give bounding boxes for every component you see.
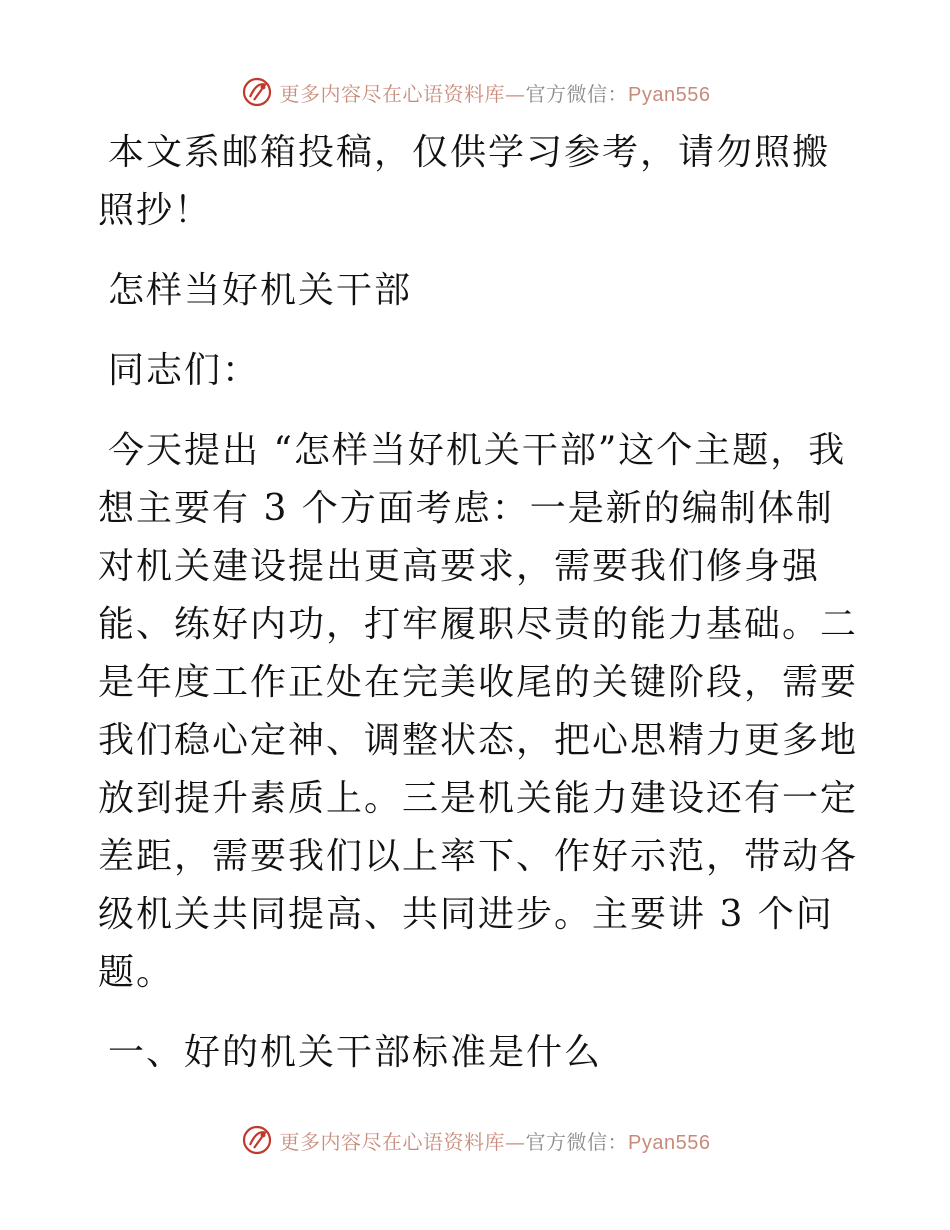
banner-text: [280, 78, 711, 107]
banner-main-text: 更多内容尽在心语资料库—: [279, 1129, 526, 1154]
banner-text: [280, 1126, 711, 1155]
banner-wechat-id: Pyan556: [628, 83, 711, 106]
banner-wechat-label: 官方微信：: [525, 81, 629, 106]
salutation: 同志们：: [108, 350, 261, 391]
section-heading: 一、好的机关干部标准是什么: [108, 1032, 603, 1073]
intro-paragraph: 今天提出 “怎样当好机关干部”这个主题，我想主要有 3 个方面考虑：一是新的编制体制对机关建设提出更高要求，需要我们修身强能、练好内功，打牢履职尽责的能力基础。二是年度工作正处在完美收尾的关键阶段，需要我们稳心定神、调整状态，把心思精力更多地放到提升素质上。三是机关能力建设还有一定差距，需要我们以上率下、作好示范，带动各级机关共同提高、共同进步。主要讲 3 个问题。: [98, 430, 859, 993]
banner-main-text: 更多内容尽在心语资料库—: [279, 81, 526, 106]
banner-wechat-label: 官方微信：: [525, 1129, 629, 1154]
banner-wechat-id: Pyan556: [628, 1131, 711, 1154]
footer-banner: [0, 1120, 950, 1160]
document-body: [98, 124, 858, 1104]
logo-icon: [240, 75, 274, 109]
disclaimer-paragraph: 本文系邮箱投稿，仅供学习参考，请勿照搬照抄！: [98, 132, 831, 231]
logo-icon: [240, 1123, 274, 1157]
header-banner: [0, 72, 950, 112]
document-title: 怎样当好机关干部: [108, 270, 413, 311]
